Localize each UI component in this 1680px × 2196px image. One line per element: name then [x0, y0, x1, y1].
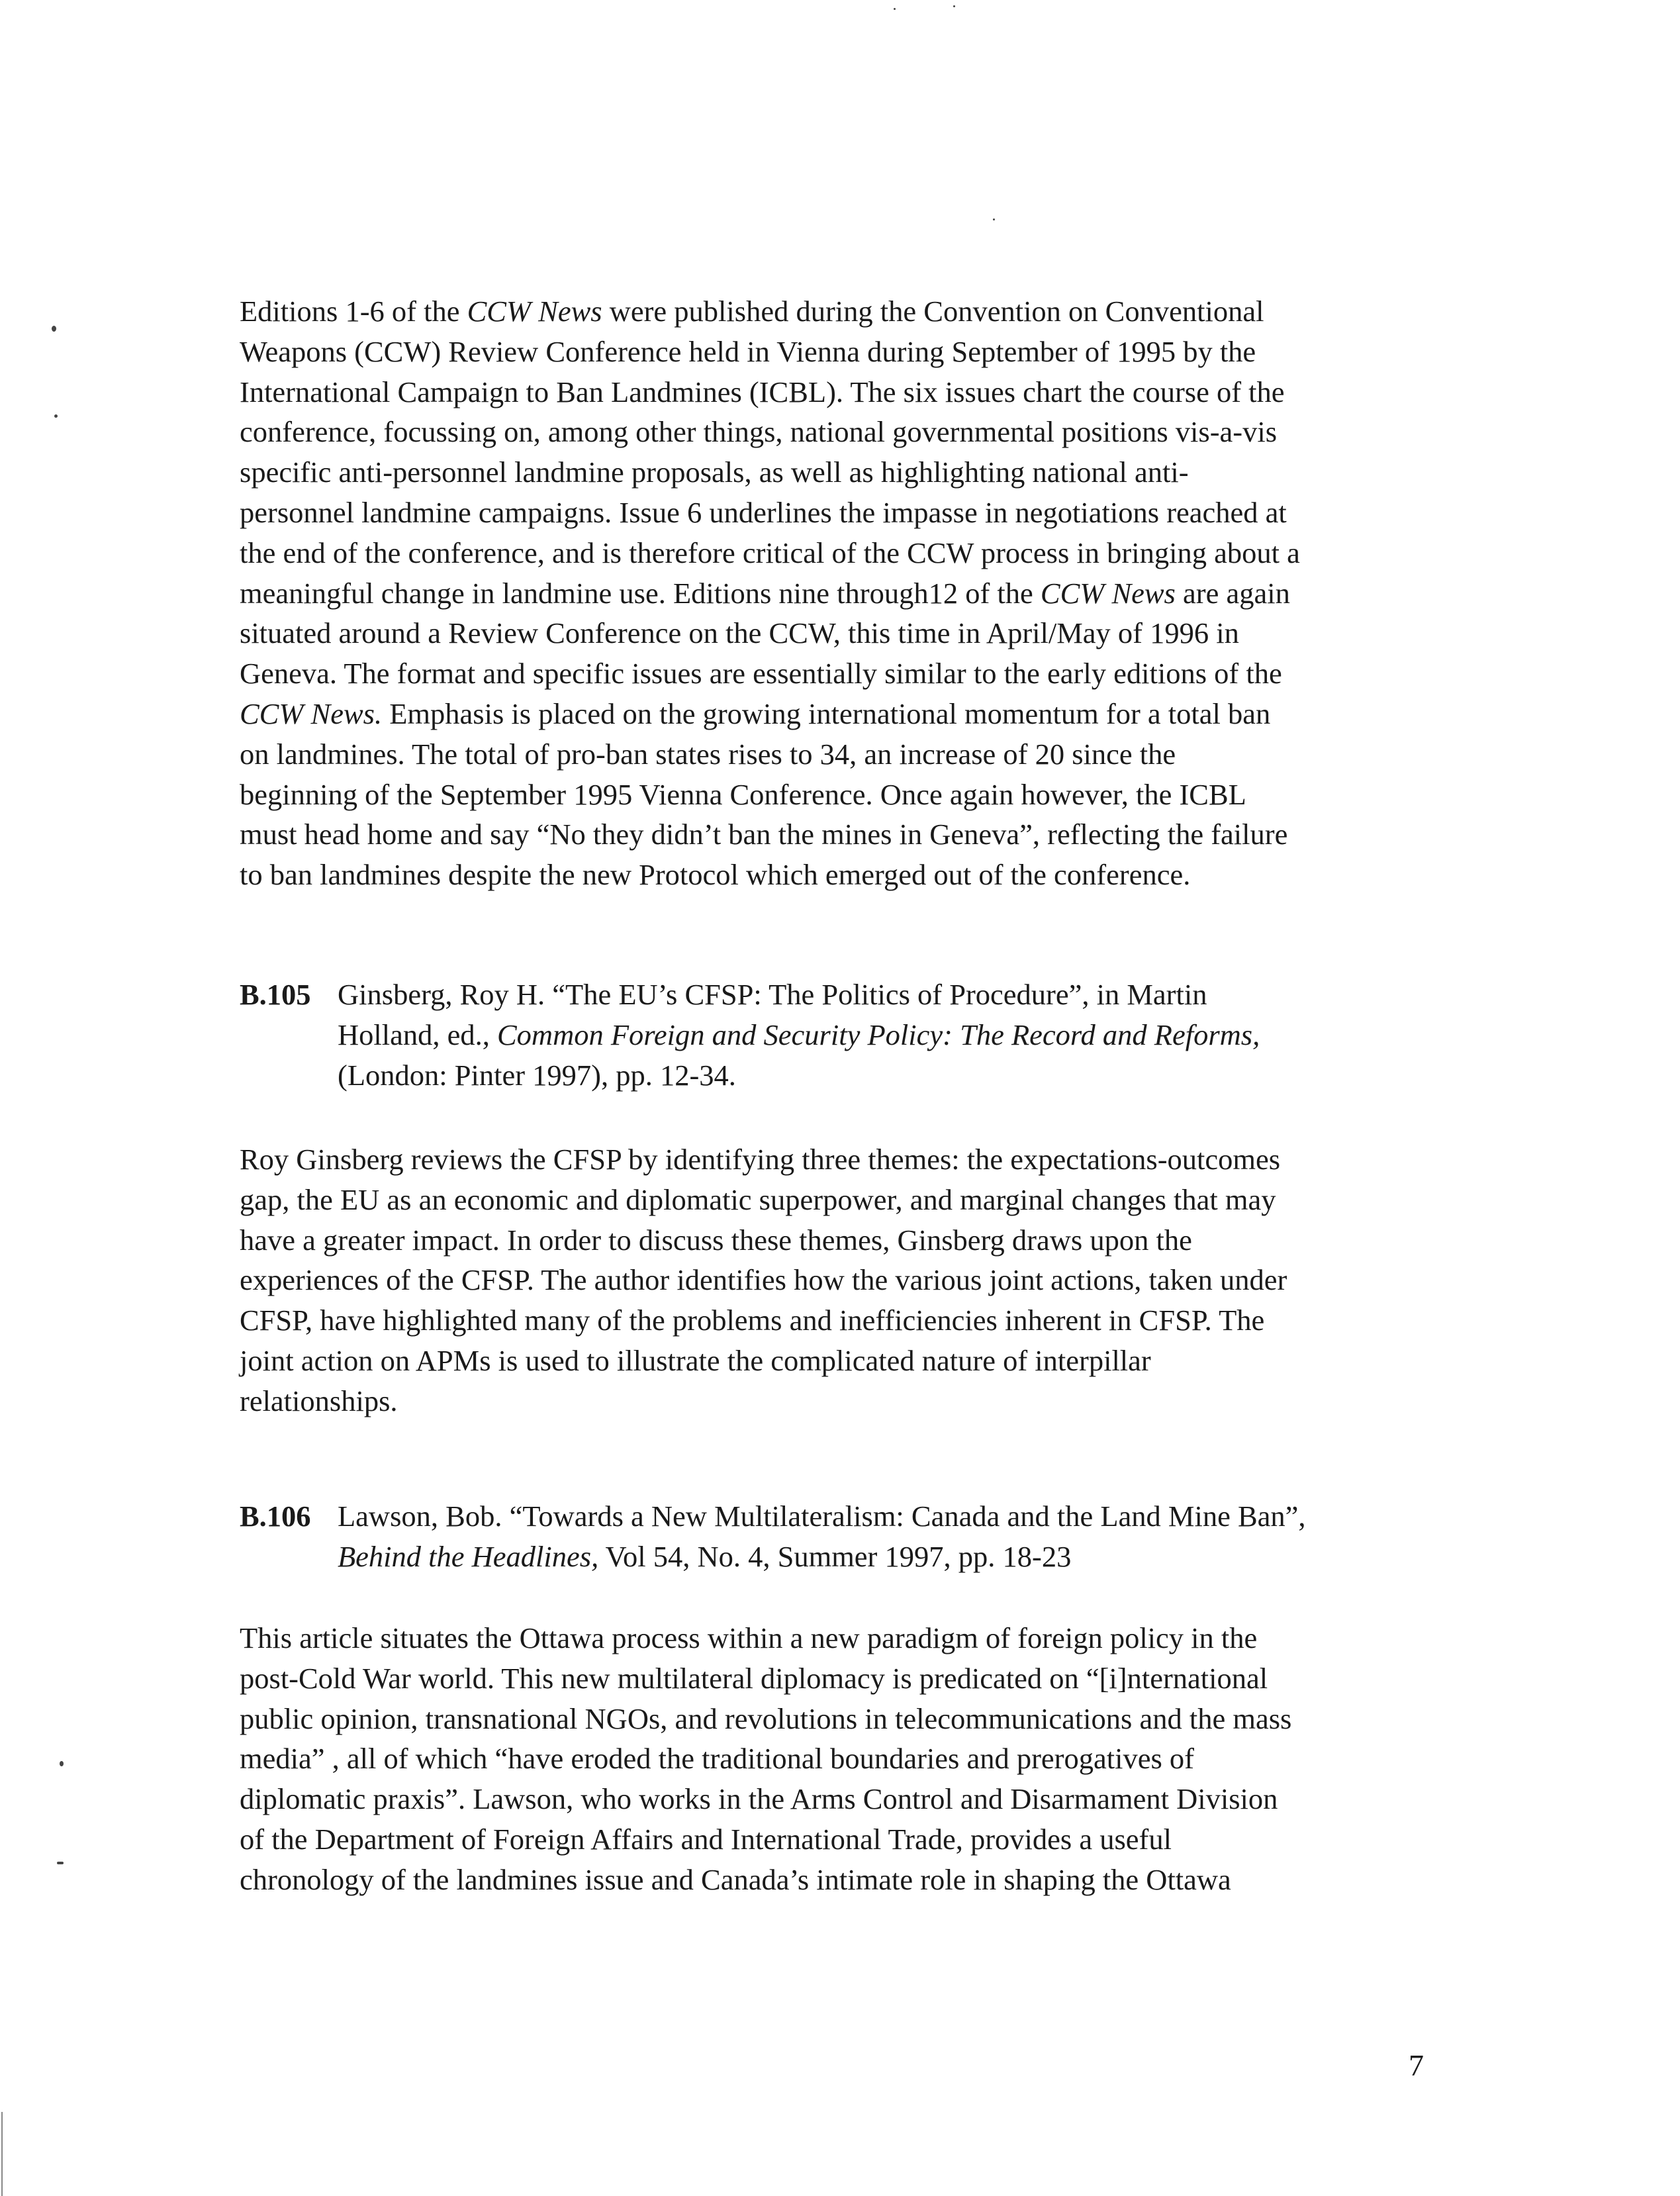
- scan-edge: [1, 2112, 3, 2196]
- text-line: International Campaign to Ban Landmines (ICBL). The six issues chart the course of the: [240, 375, 1285, 408]
- paragraph-ginsberg-summary: [240, 1139, 1484, 1421]
- text-line: the end of the conference, and is therefore critical of the CCW process in bringing about a: [240, 536, 1300, 569]
- entry-number: B.105: [240, 978, 311, 1011]
- text-line: media” , all of which “have eroded the traditional boundaries and prerogatives of: [240, 1742, 1194, 1776]
- text-line: of the Department of Foreign Affairs and International Trade, provides a useful: [240, 1822, 1172, 1856]
- text-line: beginning of the September 1995 Vienna Conference. Once again however, the ICBL: [240, 777, 1246, 811]
- text-line: on landmines. The total of pro-ban states rises to 34, an increase of 20 since the: [240, 737, 1176, 771]
- text-line: diplomatic praxis”. Lawson, who works in the Arms Control and Disarmament Division: [240, 1782, 1278, 1816]
- text-line: Roy Ginsberg reviews the CFSP by identifying three themes: the expectations-outcomes: [240, 1143, 1281, 1176]
- entry-citation-line: (London: Pinter 1997), pp. 12-34.: [338, 1058, 736, 1092]
- text-line: situated around a Review Conference on the CCW, this time in April/May of 1996 in: [240, 616, 1239, 650]
- entry-citation-line: Holland, ed., Common Foreign and Security Policy: The Record and Reforms,: [338, 1018, 1260, 1051]
- text-line: must head home and say “No they didn’t ban the mines in Geneva”, reflecting the failure: [240, 818, 1288, 851]
- text-line: personnel landmine campaigns. Issue 6 underlines the impasse in negotiations reached at: [240, 495, 1287, 529]
- page-number: 7: [1409, 2048, 1424, 2082]
- text-line: specific anti-personnel landmine proposals, as well as highlighting national anti-: [240, 455, 1189, 489]
- text-line: Editions 1-6 of the CCW News were published during the Convention on Conventional: [240, 295, 1264, 328]
- paragraph-lawson-summary: [240, 1618, 1484, 1900]
- text-line: to ban landmines despite the new Protocol which emerged out of the conference.: [240, 858, 1191, 892]
- text-line: joint action on APMs is used to illustrate the complicated nature of interpillar: [240, 1343, 1151, 1377]
- text-line: have a greater impact. In order to discuss these themes, Ginsberg draws upon the: [240, 1223, 1192, 1257]
- scan-speck: [953, 5, 955, 7]
- scan-speck: [894, 8, 896, 10]
- text-line: meaningful change in landmine use. Editions nine through12 of the CCW News are again: [240, 576, 1290, 610]
- text-line: Weapons (CCW) Review Conference held in Vienna during September of 1995 by the: [240, 334, 1256, 368]
- entry-number: B.106: [240, 1500, 311, 1533]
- text-line: experiences of the CFSP. The author identifies how the various joint actions, taken under: [240, 1263, 1287, 1297]
- bibliography-entry-b105: [240, 975, 1484, 1095]
- entry-citation-line: Behind the Headlines, Vol 54, No. 4, Summer 1997, pp. 18-23: [338, 1539, 1072, 1573]
- scan-speck: [57, 1862, 64, 1864]
- text-line: relationships.: [240, 1384, 398, 1417]
- entry-citation-line: B.105 Ginsberg, Roy H. “The EU’s CFSP: The Politics of Procedure”, in Martin: [240, 975, 1484, 1015]
- paragraph-ccw-news: [240, 291, 1484, 895]
- scan-speck: [52, 326, 56, 332]
- bibliography-entry-b106: [240, 1496, 1484, 1577]
- text-line: This article situates the Ottawa process within a new paradigm of foreign policy in the: [240, 1621, 1258, 1654]
- text-line: post-Cold War world. This new multilateral diplomacy is predicated on “[i]nternational: [240, 1661, 1268, 1695]
- text-line: CCW News. Emphasis is placed on the growing international momentum for a total ban: [240, 696, 1271, 730]
- entry-citation-line: B.106 Lawson, Bob. “Towards a New Multilateralism: Canada and the Land Mine Ban”,: [240, 1496, 1484, 1537]
- scan-speck: [54, 414, 58, 418]
- text-line: gap, the EU as an economic and diplomatic superpower, and marginal changes that may: [240, 1182, 1276, 1216]
- text-line: public opinion, transnational NGOs, and revolutions in telecommunications and the mass: [240, 1701, 1292, 1735]
- scan-speck: [60, 1761, 64, 1766]
- text-line: CFSP, have highlighted many of the problems and inefficiencies inherent in CFSP. The: [240, 1304, 1265, 1337]
- text-line: chronology of the landmines issue and Canada’s intimate role in shaping the Ottawa: [240, 1862, 1231, 1896]
- scan-speck: [993, 218, 995, 220]
- text-line: Geneva. The format and specific issues are essentially similar to the early editions of the: [240, 657, 1282, 691]
- text-line: conference, focussing on, among other things, national governmental positions vis-a-vis: [240, 415, 1278, 449]
